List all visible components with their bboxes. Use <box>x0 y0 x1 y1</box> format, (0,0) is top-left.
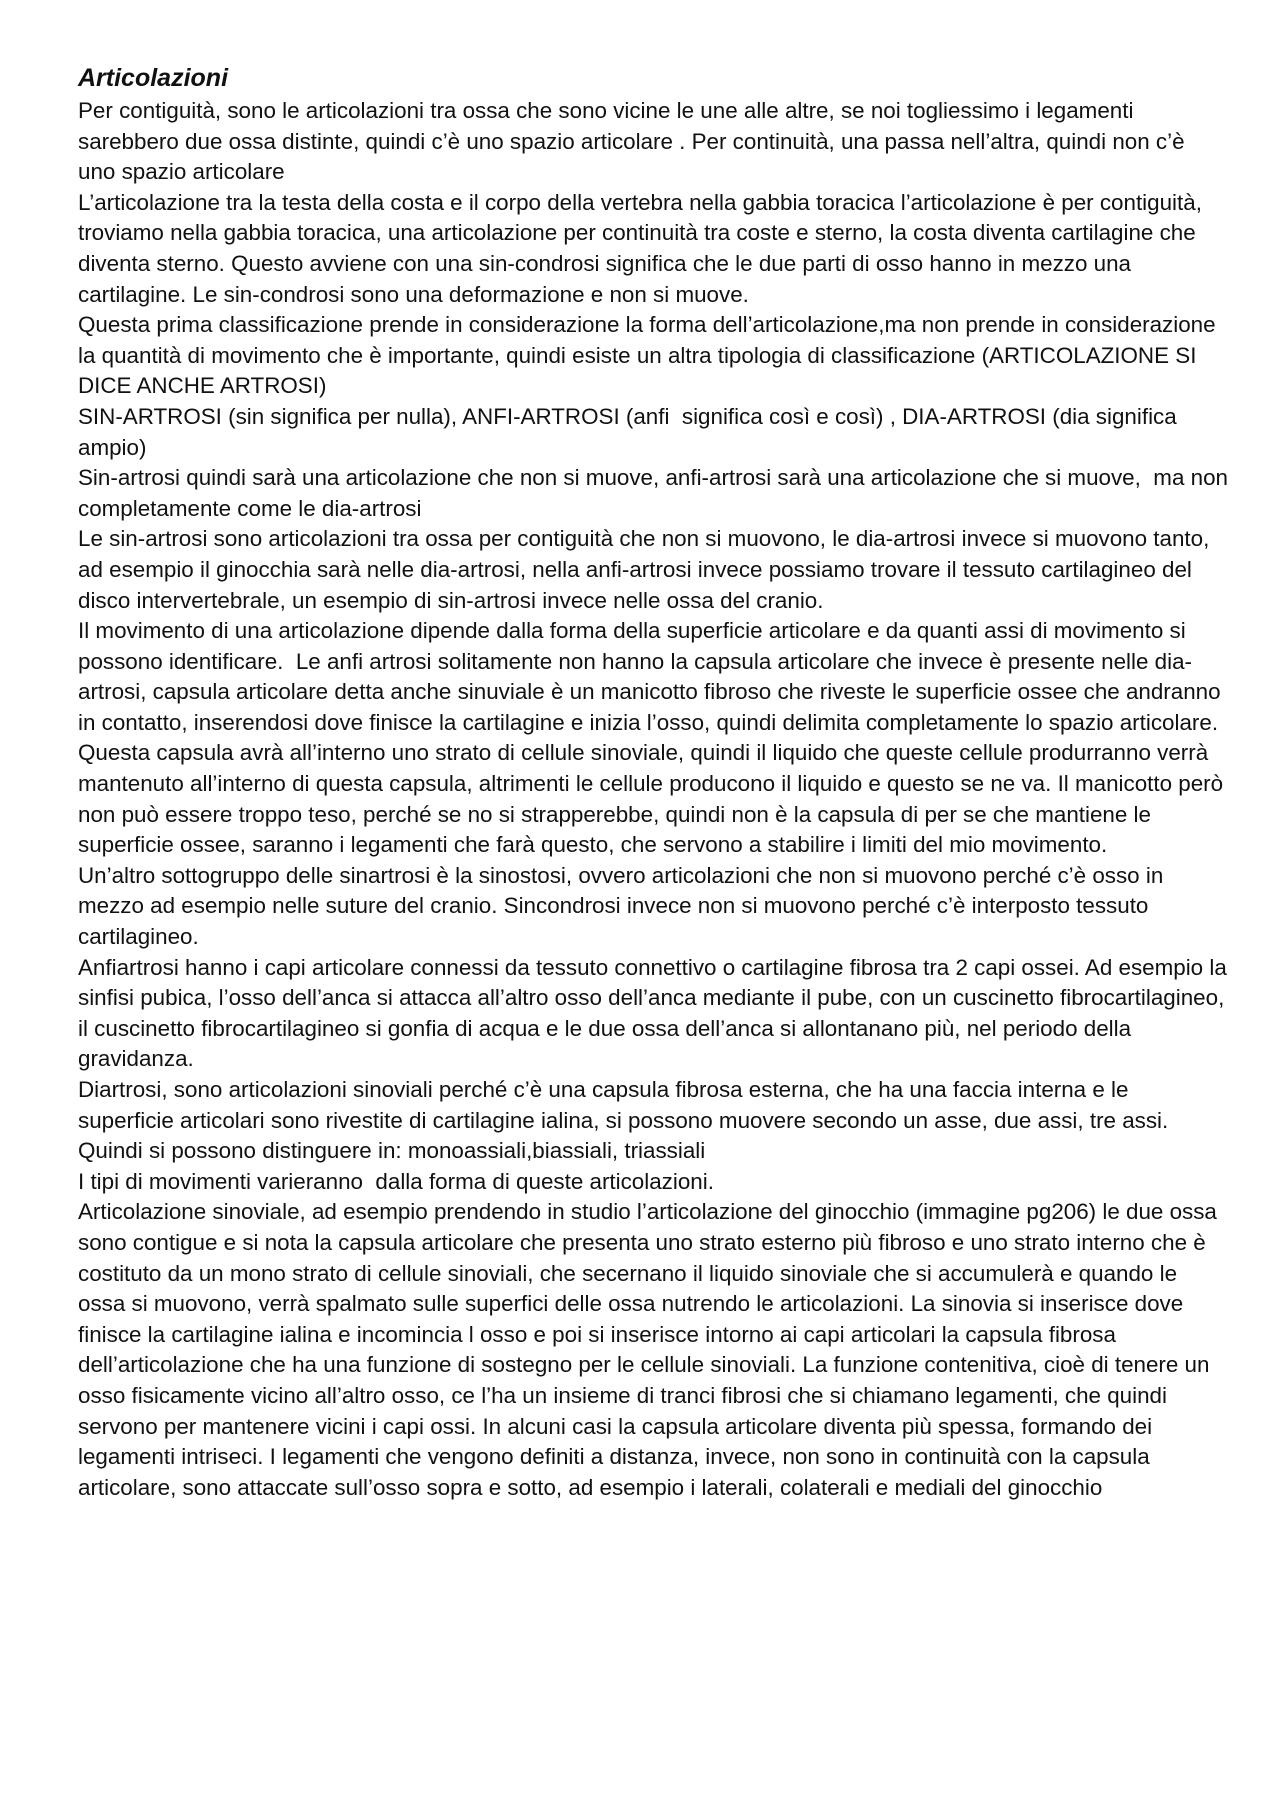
paragraph: Sin-artrosi quindi sarà una articolazione che non si muove, anfi-artrosi sarà una articolazione che si muove, ma non completamente come le dia-artrosi <box>78 465 1235 521</box>
paragraph: Anfiartrosi hanno i capi articolare connessi da tessuto connettivo o cartilagine fibrosa tra 2 capi ossei. Ad esempio la sinfisi pubica, l’osso dell’anca si attacca all’altro osso dell’anca mediante il pube, con un cuscinetto fibrocartilagineo, il cuscinetto fibrocartilagineo si gonfia di acqua e le due ossa dell’anca si allontanano più, nel periodo della gravidanza. <box>78 954 1234 1072</box>
paragraph: Articolazione sinoviale, ad esempio prendendo in studio l’articolazione del ginocchio (immagine pg206) le due ossa sono contigue e si nota la capsula articolare che presenta uno strato esterno più fibroso e uno strato interno che è costituto da un mono strato di cellule sinoviali, che secernano il liquido sinoviale che si accumulerà e quando le ossa si muovono, verrà spalmato sulle superfici delle ossa nutrendo le articolazioni. La sinovia si inserisce dove finisce la cartilagine ialina e incomincia l osso e poi si inserisce intorno ai capi articolari la capsula fibrosa dell’articolazione che ha una funzione di sostegno per le cellule sinoviali. La funzione contenitiva, cioè di tenere un osso fisicamente vicino all’altro osso, ce l’ha un insieme di tranci fibrosi che si chiamano legamenti, che quindi servono per mantenere vicini i capi ossi. In alcuni casi la capsula articolare diventa più spessa, formando dei legamenti intriseci. I legamenti che vengono definiti a distanza, invece, non sono in continuità con la capsula articolare, sono attaccate sull’osso sopra e sotto, ad esempio i laterali, colaterali e mediali del ginocchio <box>78 1199 1224 1500</box>
page-title: Articolazioni <box>78 64 229 92</box>
paragraph: Le sin-artrosi sono articolazioni tra ossa per contiguità che non si muovono, le dia-artrosi invece si muovono tanto, ad esempio il ginocchia sarà nelle dia-artrosi, nella anfi-artrosi invece possiamo trovare il tessuto cartilagineo del disco intervertebrale, un esempio di sin-artrosi invece nelle ossa del cranio. <box>78 526 1216 613</box>
paragraph: SIN-ARTROSI (sin significa per nulla), ANFI-ARTROSI (anfi significa così e così) , DIA-ARTROSI (dia significa ampio) <box>78 403 1183 460</box>
document-page <box>78 62 1235 1503</box>
paragraph: Diartrosi, sono articolazioni sinoviali perché c’è una capsula fibrosa esterna, che ha una faccia interna e le superficie articolari sono rivestite di cartilagine ialina, si possono muovere secondo un asse, due assi, tre assi. Quindi si possono distinguere in: monoassiali,biassiali, triassiali <box>78 1077 1175 1164</box>
paragraph: Il movimento di una articolazione dipende dalla forma della superficie articolare e da quanti assi di movimento si possono identificare. Le anfi artrosi solitamente non hanno la capsula articolare che invece è presente nelle dia-artrosi, capsula articolare detta anche sinuviale è un manicotto fibroso che riveste le superficie ossee che andranno in contatto, inserendosi dove finisce la cartilagine e inizia l’osso, quindi delimita completamente lo spazio articolare. Questa capsula avrà all’interno uno strato di cellule sinoviale, quindi il liquido che queste cellule produrranno verrà mantenuto all’interno di questa capsula, altrimenti le cellule producono il liquido e questo se ne va. Il manicotto però non può essere troppo teso, perché se no si strapperebbe, quindi non è la capsula di per se che mantiene le superficie ossee, saranno i legamenti che farà questo, che servono a stabilire i limiti del mio movimento. <box>78 618 1230 858</box>
paragraph: Per contiguità, sono le articolazioni tra ossa che sono vicine le une alle altre, se noi togliessimo i legamenti sarebbero due ossa distinte, quindi c’è uno spazio articolare . Per continuità, una passa nell’altra, quindi non c’è uno spazio articolare <box>78 98 1191 185</box>
paragraph: I tipi di movimenti varieranno dalla forma di queste articolazioni. <box>78 1168 714 1194</box>
paragraph: L’articolazione tra la testa della costa e il corpo della vertebra nella gabbia toracica l’articolazione è per contiguità, troviamo nella gabbia toracica, una articolazione per continuità tra coste e sterno, la costa diventa cartilagine che diventa sterno. Questo avviene con una sin-condrosi significa che le due parti di osso hanno in mezzo una cartilagine. Le sin-condrosi sono una deformazione e non si muove. <box>78 189 1209 307</box>
paragraph: Questa prima classificazione prende in considerazione la forma dell’articolazione,ma non prende in considerazione la quantità di movimento che è importante, quindi esiste un altra tipologia di classificazione (ARTICOLAZIONE SI DICE ANCHE ARTROSI) <box>78 312 1222 399</box>
paragraph: Un’altro sottogruppo delle sinartrosi è la sinostosi, ovvero articolazioni che non si muovono perché c’è osso in mezzo ad esempio nelle suture del cranio. Sincondrosi invece non si muovono perché c’è interposto tessuto cartilagineo. <box>78 862 1170 950</box>
